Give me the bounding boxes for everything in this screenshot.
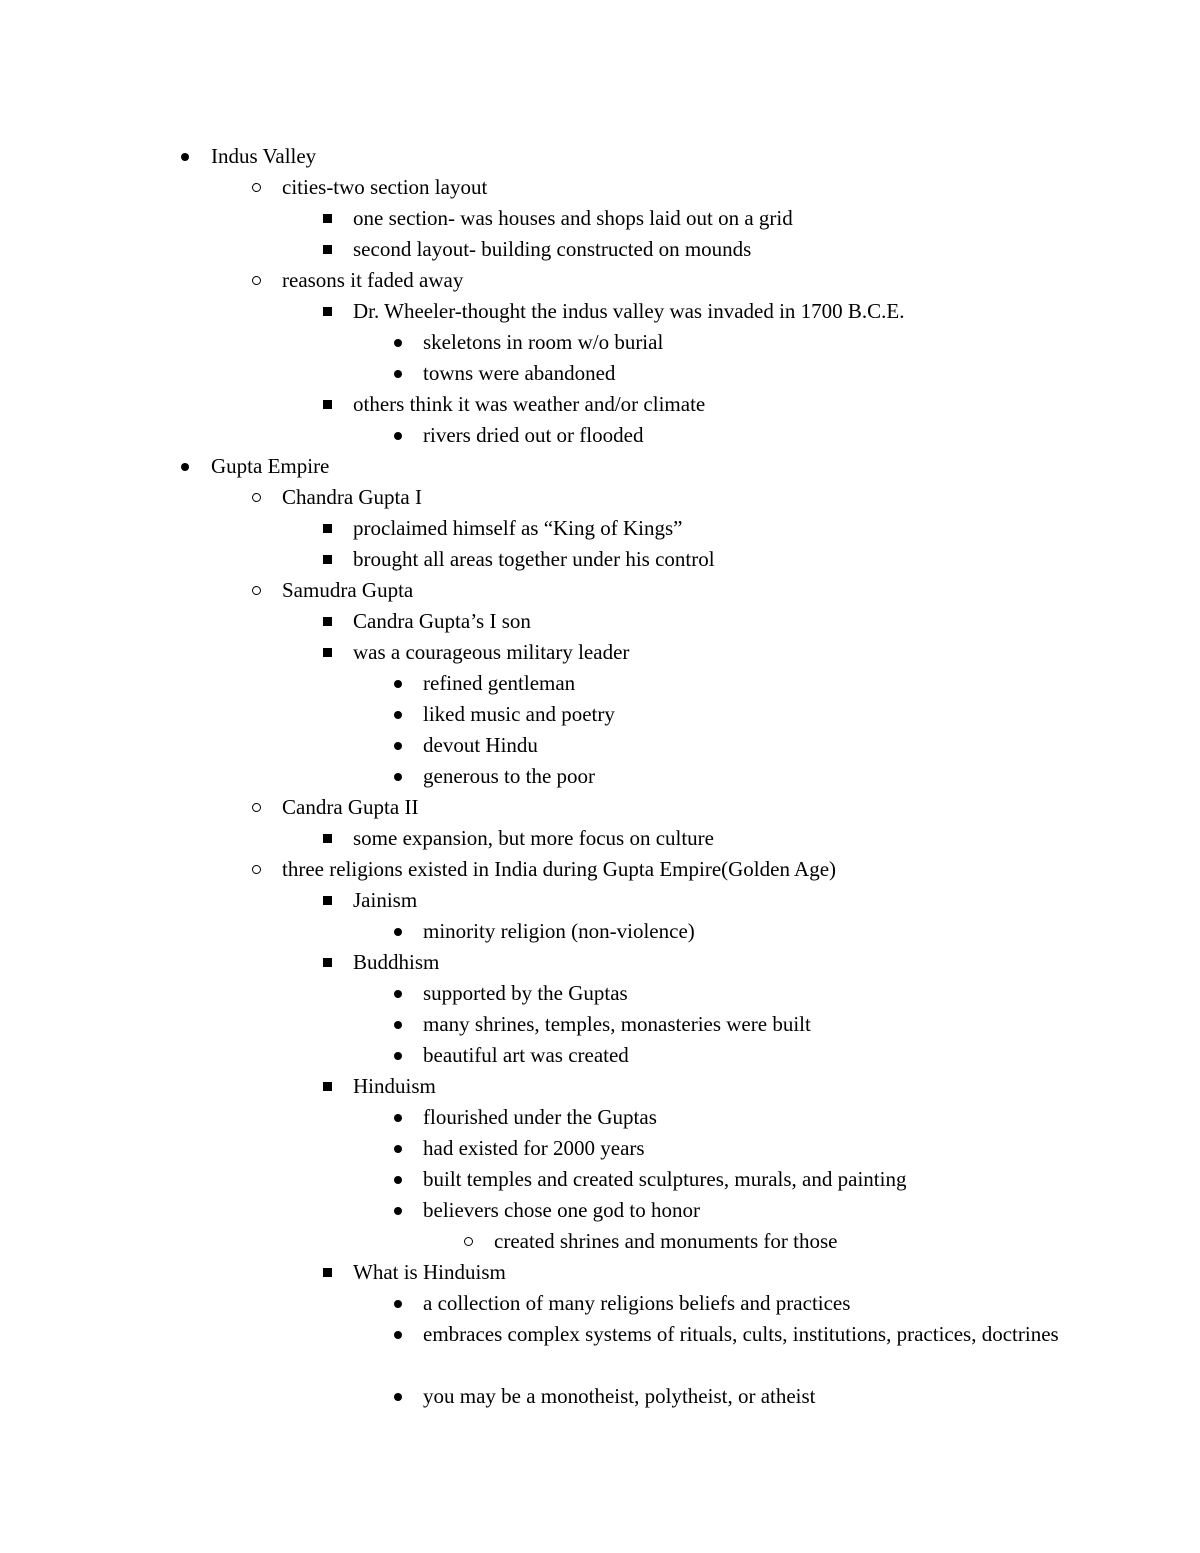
bullet-disc-icon [388,327,408,358]
outline-item-text: one section- was houses and shops laid out on a grid [353,206,793,230]
outline-item-text: some expansion, but more focus on culture [353,826,714,850]
outline-item-text: refined gentleman [423,671,576,695]
bullet-square-icon [317,637,337,668]
outline-item-text: beautiful art was created [423,1043,629,1067]
outline-item-text: supported by the Guptas [423,981,628,1005]
outline-item-level-4 [0,1381,1200,1412]
outline-item-level-4 [0,420,1200,451]
outline-item-text: What is Hinduism [353,1260,506,1284]
outline-item-text: liked music and poetry [423,702,615,726]
outline-item-text: believers chose one god to honor [423,1198,701,1222]
bullet-circle-icon [246,792,266,823]
outline-item-text: Gupta Empire [211,454,330,478]
outline-item-level-4 [0,1195,1200,1226]
bullet-disc-icon [388,1164,408,1195]
bullet-disc-icon [175,451,195,482]
bullet-disc-icon [388,1009,408,1040]
outline-item-text: Indus Valley [211,144,317,168]
outline-item-level-3 [0,544,1200,575]
outline-item-level-3 [0,1071,1200,1102]
outline-item-text: built temples and created sculptures, murals, and painting [423,1167,907,1191]
outline-item-level-4 [0,358,1200,389]
bullet-square-icon [317,544,337,575]
outline-item-text: minority religion (non-violence) [423,919,695,943]
bullet-disc-icon [388,916,408,947]
outline-item-text: second layout- building constructed on mounds [353,237,752,261]
outline-item-text: a collection of many religions beliefs and practices [423,1291,851,1315]
outline-item-text: Candra Gupta II [282,795,419,819]
outline-item-level-4 [0,916,1200,947]
outline-item-text: skeletons in room w/o burial [423,330,664,354]
bullet-circle-icon [458,1226,478,1257]
outline-item-level-1 [0,451,1200,482]
outline-item-text: rivers dried out or flooded [423,423,644,447]
bullet-disc-icon [388,730,408,761]
bullet-square-icon [317,1257,337,1288]
bullet-circle-icon [246,854,266,885]
bullet-square-icon [317,947,337,978]
outline-item-text: others think it was weather and/or climate [353,392,706,416]
outline-item-text: you may be a monotheist, polytheist, or atheist [423,1384,816,1408]
outline-item-level-1 [0,141,1200,172]
outline-item-text: cities-two section layout [282,175,488,199]
outline-item-level-4 [0,1288,1200,1319]
outline-item-level-4 [0,699,1200,730]
outline-item-level-4 [0,1164,1200,1195]
bullet-disc-icon [388,978,408,1009]
outline-item-level-3 [0,885,1200,916]
bullet-square-icon [317,296,337,327]
bullet-disc-icon [388,1040,408,1071]
bullet-circle-icon [246,482,266,513]
outline-item-level-2 [0,172,1200,203]
outline-item-level-2 [0,854,1200,885]
outline-item-text: towns were abandoned [423,361,616,385]
outline-item-text: Hinduism [353,1074,436,1098]
outline-item-text: flourished under the Guptas [423,1105,657,1129]
bullet-circle-icon [246,172,266,203]
outline-item-level-2 [0,792,1200,823]
outline-item-text: Samudra Gupta [282,578,414,602]
bullet-square-icon [317,885,337,916]
bullet-disc-icon [175,141,195,172]
outline-item-text: embraces complex systems of rituals, cults, institutions, practices, doctrines [423,1322,1059,1346]
bullet-disc-icon [388,358,408,389]
outline-item-text: Buddhism [353,950,440,974]
outline-item-level-2 [0,265,1200,296]
bullet-square-icon [317,389,337,420]
outline-item-level-4 [0,1319,1200,1381]
bullet-disc-icon [388,761,408,792]
bullet-disc-icon [388,1102,408,1133]
outline-item-level-4 [0,730,1200,761]
bullet-disc-icon [388,1195,408,1226]
outline-item-level-3 [0,947,1200,978]
bullet-square-icon [317,234,337,265]
outline-item-level-4 [0,1009,1200,1040]
outline-item-level-3 [0,203,1200,234]
bullet-disc-icon [388,1288,408,1319]
bullet-disc-icon [388,668,408,699]
outline-item-level-3 [0,234,1200,265]
bullet-disc-icon [388,420,408,451]
bullet-disc-icon [388,1381,408,1412]
outline-item-level-4 [0,668,1200,699]
outline-item-text: brought all areas together under his control [353,547,715,571]
outline-item-text: devout Hindu [423,733,538,757]
outline-item-text: was a courageous military leader [353,640,630,664]
outline-item-level-4 [0,327,1200,358]
outline-item-text: generous to the poor [423,764,596,788]
outline-item-level-5 [0,1226,1200,1257]
outline-item-level-4 [0,761,1200,792]
outline-item-level-4 [0,978,1200,1009]
outline-item-level-3 [0,389,1200,420]
outline-item-text: created shrines and monuments for those [494,1229,838,1253]
bullet-circle-icon [246,575,266,606]
outline-item-text: Jainism [353,888,418,912]
bullet-disc-icon [388,1319,408,1350]
outline-item-level-4 [0,1102,1200,1133]
outline-item-level-4 [0,1133,1200,1164]
outline-item-level-3 [0,1257,1200,1288]
document-outline [0,141,1200,1412]
outline-item-level-3 [0,513,1200,544]
outline-item-text: Dr. Wheeler-thought the indus valley was invaded in 1700 B.C.E. [353,299,905,323]
bullet-circle-icon [246,265,266,296]
outline-item-level-3 [0,606,1200,637]
bullet-disc-icon [388,1133,408,1164]
outline-item-text: Candra Gupta’s I son [353,609,531,633]
outline-item-level-3 [0,296,1200,327]
outline-item-text: had existed for 2000 years [423,1136,645,1160]
bullet-square-icon [317,1071,337,1102]
outline-item-level-3 [0,823,1200,854]
outline-item-text: Chandra Gupta I [282,485,422,509]
outline-item-level-4 [0,1040,1200,1071]
bullet-square-icon [317,513,337,544]
bullet-square-icon [317,203,337,234]
outline-item-level-2 [0,575,1200,606]
bullet-square-icon [317,823,337,854]
outline-item-text: many shrines, temples, monasteries were built [423,1012,811,1036]
outline-item-level-3 [0,637,1200,668]
outline-item-text: three religions existed in India during Gupta Empire(Golden Age) [282,857,837,881]
bullet-square-icon [317,606,337,637]
outline-item-text: reasons it faded away [282,268,464,292]
bullet-disc-icon [388,699,408,730]
outline-item-level-2 [0,482,1200,513]
outline-item-text: proclaimed himself as “King of Kings” [353,516,683,540]
